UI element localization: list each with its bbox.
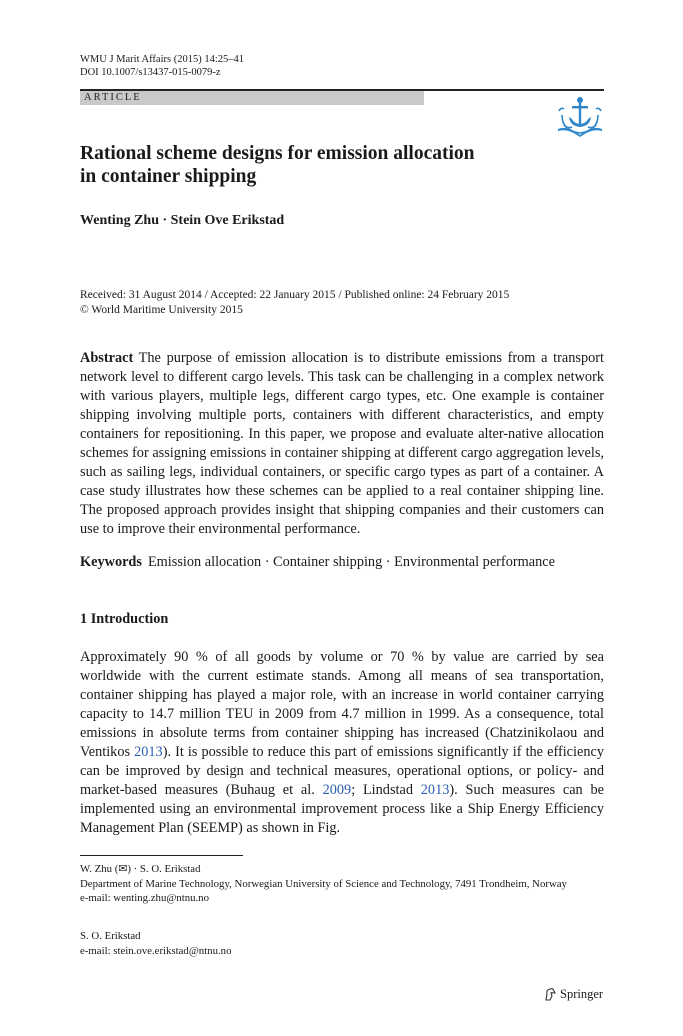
intro-text: ). It is possible to reduce this part of emissions significantly if the efficiency can be improved by design and technical measures, operational options, or policy- and market-based measures (Buhaug et al. bbox=[80, 744, 604, 798]
copyright-notice: © World Maritime University 2015 bbox=[80, 304, 243, 316]
second-author-contact bbox=[80, 929, 604, 958]
intro-text: ; Lindstad bbox=[351, 782, 421, 798]
doi: DOI 10.1007/s13437-015-0079-z bbox=[80, 67, 221, 78]
publisher-name: Springer bbox=[560, 987, 604, 1001]
abstract-label: Abstract bbox=[80, 350, 134, 366]
email: e-mail: wenting.zhu@ntnu.no bbox=[80, 892, 209, 904]
abstract-text: The purpose of emission allocation is to distribute emissions from a transport network level to different cargo levels. This task can be challenging in a complex network with various players, multiple legs, different cargo types, etc. One example is container shipping involving multiple ports, containers with different characteristics, and empty containers for repositioning. In this paper, we propose and evaluate alter-native allocation schemes for assigning emissions in container shipping at different cargo aggregation levels, such as sailing legs, individual containers, or specific cargo types as part of a container. A case study illustrates how these schemes can be applied to a real container shipping line. The proposed approach provides insight that shipping companies and their customers can use to improve their environmental performance. bbox=[80, 350, 604, 537]
corresponding-authors: W. Zhu (✉) · S. O. Erikstad bbox=[80, 863, 201, 875]
publication-history bbox=[80, 288, 509, 318]
intro-text: ). Such measures can be implemented using an environmental improvement process like a Ship Energy Efficiency Management Plan (SEEMP) as shown in Fig. bbox=[80, 782, 604, 836]
author-affiliation bbox=[80, 862, 604, 906]
abstract bbox=[80, 349, 604, 539]
section-heading: 1 Introduction bbox=[80, 611, 169, 627]
springer-horse-icon bbox=[543, 987, 557, 1001]
introduction-paragraph bbox=[80, 648, 604, 838]
imo-emblem-icon bbox=[556, 95, 604, 137]
citation-link[interactable]: 2013 bbox=[420, 782, 450, 798]
keywords bbox=[80, 554, 555, 571]
journal-citation: WMU J Marit Affairs (2015) 14:25–41 bbox=[80, 54, 244, 65]
email: e-mail: stein.ove.erikstad@ntnu.no bbox=[80, 944, 232, 957]
received-accepted-dates: Received: 31 August 2014 / Accepted: 22 January 2015 / Published online: 24 February 2015 bbox=[80, 289, 510, 301]
title-line-2: in container shipping bbox=[80, 166, 257, 187]
citation-link[interactable]: 2009 bbox=[322, 782, 352, 798]
intro-text: Approximately 90 % of all goods by volume or 70 % by value are carried by sea worldwide with the current estimate stands. Among all means of sea transportation, container shipping has played a major role, with an increase in world container carrying capacity to 14.7 million TEU in 2009 from 4.7 million in 1999. As a consequence, total emissions in absolute terms from container shipping has increased (Chatzinikolaou and Ventikos bbox=[80, 649, 604, 760]
author-list: Wenting Zhu · Stein Ove Erikstad bbox=[80, 213, 285, 228]
department: Department of Marine Technology, Norwegian University of Science and Technology, 7491 Trondheim, Norway bbox=[80, 877, 567, 890]
paper-title bbox=[80, 142, 540, 188]
keywords-label: Keywords bbox=[80, 554, 142, 570]
publisher-logo bbox=[543, 987, 603, 1002]
citation-link[interactable]: 2013 bbox=[134, 744, 163, 760]
keywords-text: Emission allocation · Container shipping · Environmental performance bbox=[147, 554, 555, 570]
article-type-banner: ARTICLE bbox=[80, 91, 424, 105]
journal-header bbox=[80, 53, 244, 79]
footnote-rule bbox=[80, 855, 243, 856]
title-line-1: Rational scheme designs for emission allocation bbox=[80, 143, 475, 164]
author-name: S. O. Erikstad bbox=[80, 930, 141, 942]
